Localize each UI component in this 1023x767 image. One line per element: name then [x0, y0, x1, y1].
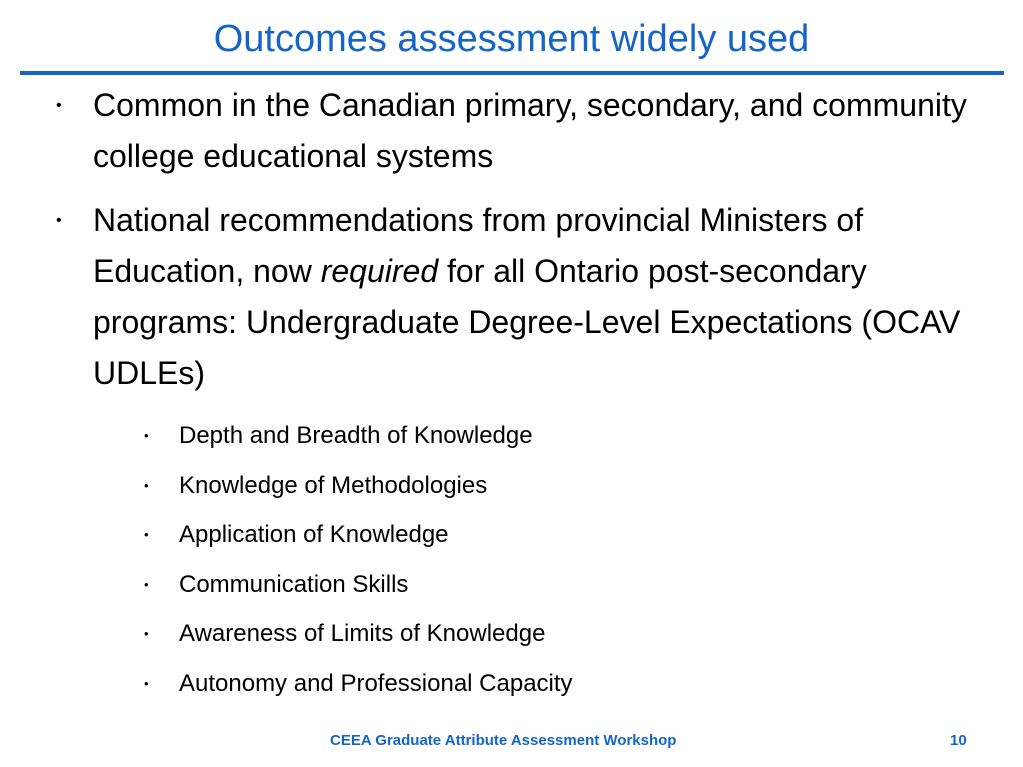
bullet-text-before: National recommendations from provincial Ministers of Education, now: [93, 202, 864, 289]
sub-bullet-item: [144, 416, 844, 456]
sub-bullet-text: Awareness of Limits of Knowledge: [179, 620, 546, 648]
sub-bullet-text: Knowledge of Methodologies: [179, 471, 488, 499]
bullet-icon: •: [144, 428, 149, 443]
sub-bullet-item: [144, 515, 844, 555]
slide-title: Outcomes assessment widely used: [213, 18, 810, 60]
expectations-sub-list: [144, 416, 844, 714]
bullet-emphasis: required: [320, 253, 439, 289]
bullet-icon: •: [144, 527, 149, 543]
main-bullet-list: [56, 80, 976, 412]
bullet-icon: •: [144, 626, 149, 642]
bullet-icon: •: [56, 97, 62, 114]
bullet-icon: •: [144, 675, 149, 691]
sub-bullet-text: Depth and Breadth of Knowledge: [179, 422, 533, 449]
page-number: 10: [950, 732, 967, 749]
sub-bullet-text: Communication Skills: [179, 570, 409, 598]
sub-bullet-text: Application of Knowledge: [179, 521, 449, 549]
footer-text: CEEA Graduate Attribute Assessment Workshop: [330, 732, 677, 749]
sub-bullet-item: [144, 664, 844, 704]
bullet-item-common-use: [56, 80, 976, 182]
bullet-icon: •: [144, 477, 149, 493]
sub-bullet-item: [144, 614, 844, 654]
bullet-icon: •: [144, 576, 149, 592]
bullet-item-national-recommendations: [56, 195, 976, 399]
bullet-icon: •: [56, 212, 62, 229]
title-divider: [20, 71, 1004, 75]
bullet-text: Common in the Canadian primary, secondary, and community college educational systems: [93, 87, 967, 174]
sub-bullet-text: Autonomy and Professional Capacity: [179, 669, 573, 697]
sub-bullet-item: [144, 466, 844, 506]
bullet-text-after: for all Ontario post-secondary programs: Undergraduate Degree-Level Expectations (OCAV UDLEs): [93, 253, 961, 391]
sub-bullet-item: [144, 565, 844, 605]
